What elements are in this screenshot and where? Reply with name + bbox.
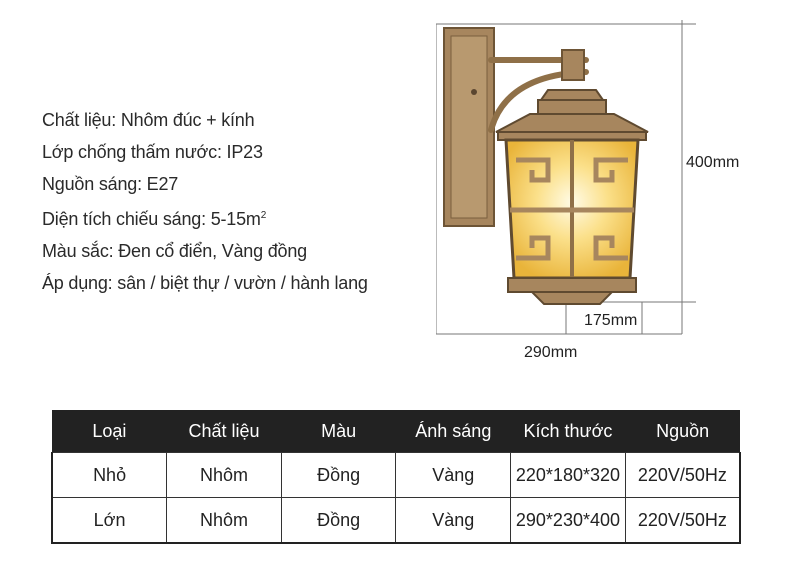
cell-size: 290*230*400 [511,498,626,544]
cell-material: Nhôm [167,498,282,544]
header-type: Loại [52,410,167,453]
cell-color: Đồng [281,498,396,544]
lantern-roof [496,90,648,140]
header-size: Kích thước [511,410,626,453]
cell-power: 220V/50Hz [625,453,740,498]
lamp-illustration [436,20,696,340]
hook [562,50,584,80]
spec-material: Chất liệu: Nhôm đúc + kính [42,110,255,130]
table-row [52,453,740,498]
dimension-height: 400mm [686,154,740,171]
table-header-row [52,410,740,453]
header-material: Chất liệu [167,410,282,453]
dimension-depth: 175mm [584,312,638,329]
header-power: Nguồn [625,410,740,453]
lantern-base [508,278,636,304]
table-row [52,498,740,544]
spec-list [42,104,368,299]
spec-waterproof: Lớp chống thấm nước: IP23 [42,142,263,162]
cell-light: Vàng [396,498,511,544]
wall-plate [444,28,494,226]
spec-color: Màu sắc: Đen cổ điển, Vàng đồng [42,241,307,261]
cell-size: 220*180*320 [511,453,626,498]
cell-power: 220V/50Hz [625,498,740,544]
spec-area-text: Diện tích chiếu sáng: 5-15m [42,209,261,229]
cell-material: Nhôm [167,453,282,498]
header-light: Ánh sáng [396,410,511,453]
spec-area-sup: 2 [260,210,267,221]
spec-light-source: Nguồn sáng: E27 [42,174,179,194]
cell-type: Nhỏ [52,453,167,498]
cell-color: Đồng [281,453,396,498]
cell-type: Lớn [52,498,167,544]
spec-table [51,410,741,544]
spec-area [42,200,368,235]
cell-light: Vàng [396,453,511,498]
dimension-width: 290mm [524,344,578,361]
spec-apply: Áp dụng: sân / biệt thự / vườn / hành lang [42,273,368,293]
header-color: Màu [281,410,396,453]
